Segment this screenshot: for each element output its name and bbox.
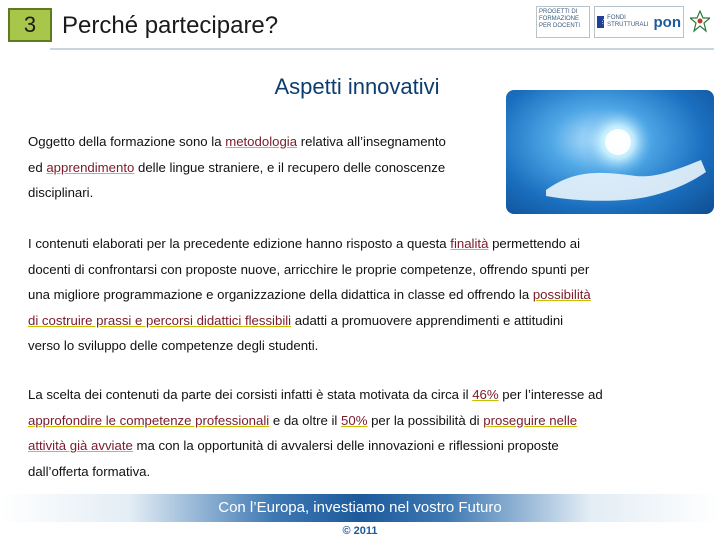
highlight-possibilita: possibilità [532,287,591,302]
slide-number-badge: 3 [8,8,52,42]
paragraph-2-line-3 [28,282,591,308]
paragraph-1 [28,129,446,206]
copyright-text: © 2011 [342,525,378,537]
highlight-apprendimento: apprendimento [46,159,135,175]
highlight-46-percent: 46% [472,387,499,402]
highlight-metodologia: metodologia [225,134,298,149]
pon-logo-text: pon [653,13,681,31]
page-title: Perché partecipare? [62,12,279,39]
text-segment: una migliore programmazione e organizzazione della didattica in classe ed offrendo la [28,287,533,302]
fondi-strutturali-logo [594,6,684,38]
highlight-attivita: attività già avviate [28,438,133,453]
paragraph-1-line-1 [28,129,446,155]
highlight-prassi-flessibili: di costruire prassi e percorsi didattici flessibili [28,312,292,328]
fondi-strutturali-text: FONDI STRUTTURALI [607,15,649,28]
text-segment: delle lingue straniere, e il recupero delle conoscenze [134,159,446,175]
paragraph-1-line-3: disciplinari. [28,185,94,200]
text-segment: La scelta dei contenuti da parte dei corsisti infatti è stata motivata da circa il [28,387,473,402]
text-segment: ma con la opportunità di avvalersi delle innovazioni e riflessioni proposte [132,438,559,453]
eu-flag-icon [597,16,604,28]
pon-formazione-logo [536,6,590,38]
highlight-competenze: approfondire le competenze professionali [28,412,270,428]
text-segment: relativa all’insegnamento [297,134,446,149]
text-segment: per l’interesse ad [498,387,603,402]
paragraph-2-line-2: docenti di confrontarsi con proposte nuove, arricchire le proprie competenze, offrendo spunti per [28,261,590,277]
text-segment: I contenuti elaborati per la precedente edizione hanno risposto a questa [28,236,451,251]
glowing-hand-illustration [506,90,714,214]
text-segment: adatti a promuovere apprendimenti e attitudini [291,312,564,328]
paragraph-2-line-1 [28,231,591,257]
footer-banner-text: Con l’Europa, investiamo nel vostro Futuro [218,499,502,516]
pon-formazione-logo-text: PROGETTI DI FORMAZIONE PER DOCENTI [539,9,581,29]
text-segment: permettendo ai [488,236,581,251]
header-divider [50,48,714,50]
italy-emblem-icon [690,10,710,34]
paragraph-3-line-1 [28,382,603,408]
paragraph-1-line-2 [28,155,446,181]
paragraph-3-line-4: dall’offerta formativa. [28,463,151,479]
text-segment: ed [28,159,47,175]
paragraph-2-line-4 [28,308,591,334]
highlight-proseguire: proseguire nelle [483,412,578,428]
text-segment: per la possibilità di [367,412,484,428]
highlight-finalita: finalità [450,236,489,251]
text-segment: Oggetto della formazione sono la [28,134,226,149]
paragraph-2-line-5: verso lo sviluppo delle competenze degli studenti. [28,338,319,353]
header-logos [536,6,712,40]
paragraph-3 [28,382,603,484]
paragraph-3-line-2 [28,408,603,434]
highlight-50-percent: 50% [341,412,368,428]
paragraph-3-line-3 [28,433,603,459]
paragraph-2 [28,231,591,359]
glowing-hand-image [506,90,714,214]
text-segment: e da oltre il [269,412,342,428]
section-subtitle: Aspetti innovativi [274,74,440,99]
